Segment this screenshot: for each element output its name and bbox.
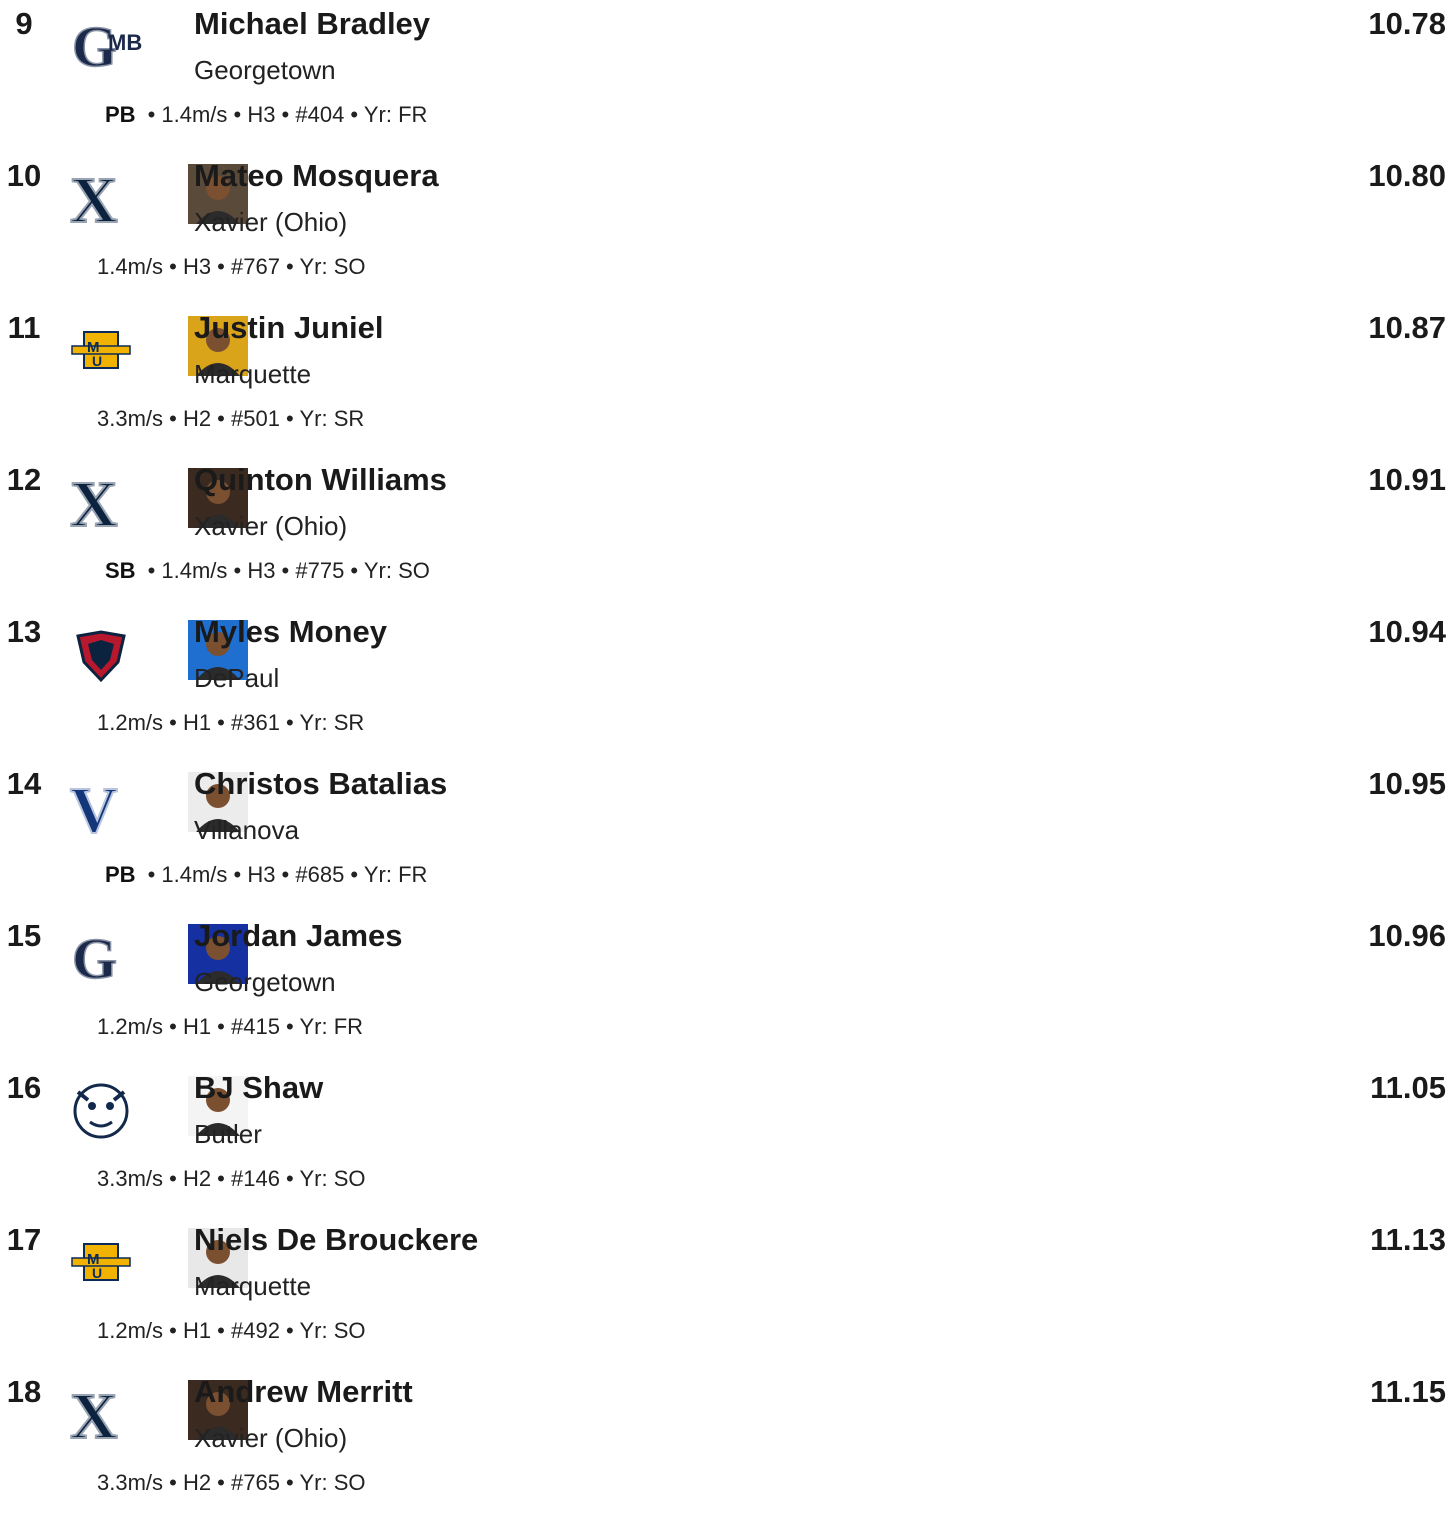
result-mark: 10.91 (1368, 462, 1446, 497)
svg-text:X: X (70, 1380, 118, 1453)
team-name[interactable]: Georgetown (194, 967, 336, 997)
result-row[interactable] (0, 1064, 1450, 1216)
record-badge: SB (105, 558, 136, 583)
result-row[interactable] (0, 760, 1450, 912)
details-text: 1.2m/s • H1 • #492 • Yr: SO (97, 1318, 366, 1343)
place-number: 9 (15, 6, 33, 41)
place-number: 17 (6, 1222, 42, 1257)
svg-text:U: U (92, 1265, 103, 1281)
place-number: 16 (6, 1070, 42, 1105)
details-text: • 1.4m/s • H3 • #775 • Yr: SO (147, 558, 430, 583)
athlete-images (70, 774, 180, 847)
team-name[interactable]: Marquette (194, 359, 312, 389)
details-text: 1.2m/s • H1 • #415 • Yr: FR (97, 1014, 364, 1039)
athlete-images (70, 318, 180, 380)
team-name[interactable]: Georgetown (194, 55, 336, 85)
team-name[interactable]: Xavier (Ohio) (194, 511, 348, 541)
result-mark: 11.05 (1370, 1070, 1446, 1105)
team-name[interactable]: Xavier (Ohio) (194, 1423, 348, 1453)
svg-text:X: X (70, 164, 118, 237)
svg-text:V: V (70, 774, 118, 847)
result-mark: 11.13 (1370, 1222, 1446, 1257)
result-details (97, 1166, 365, 1192)
result-mark: 10.96 (1368, 918, 1446, 953)
svg-text:G: G (72, 14, 118, 79)
place-number: 14 (6, 766, 42, 801)
result-row[interactable] (0, 152, 1450, 304)
svg-text:G: G (72, 926, 118, 991)
villanova-logo (70, 774, 132, 847)
svg-text:M: M (87, 1251, 100, 1268)
athlete-images (70, 1078, 180, 1140)
svg-text:M: M (87, 339, 100, 356)
depaul-logo (70, 622, 132, 684)
result-mark: 10.95 (1368, 766, 1446, 801)
result-mark: 10.94 (1368, 614, 1446, 649)
team-name[interactable]: DePaul (194, 663, 280, 693)
xavier-logo (70, 164, 132, 237)
team-name[interactable]: Marquette (194, 1271, 312, 1301)
marquette-logo (70, 1230, 132, 1292)
athlete-images (70, 14, 180, 79)
marquette-logo (70, 318, 132, 380)
result-details (97, 1318, 365, 1344)
xavier-logo (70, 468, 132, 541)
butler-logo (70, 1078, 132, 1140)
place-number: 13 (6, 614, 42, 649)
athlete-images (70, 926, 180, 991)
details-text: 3.3m/s • H2 • #501 • Yr: SR (97, 406, 365, 431)
result-details (97, 102, 427, 128)
details-text: • 1.4m/s • H3 • #685 • Yr: FR (147, 862, 428, 887)
georgetown-logo (70, 14, 143, 79)
athlete-name[interactable]: Myles Money (194, 614, 387, 649)
result-row[interactable] (0, 608, 1450, 760)
athlete-images (70, 164, 180, 237)
result-details (97, 862, 427, 888)
georgetown-logo (70, 926, 132, 991)
place-number: 12 (6, 462, 42, 497)
details-text: 1.2m/s • H1 • #361 • Yr: SR (97, 710, 365, 735)
team-name[interactable]: Xavier (Ohio) (194, 207, 348, 237)
xavier-logo (70, 1380, 132, 1453)
details-text: 1.4m/s • H3 • #767 • Yr: SO (97, 254, 366, 279)
result-mark: 11.15 (1370, 1374, 1446, 1409)
record-badge: PB (105, 862, 136, 887)
result-mark: 10.78 (1368, 6, 1446, 41)
result-details (97, 254, 365, 280)
result-mark: 10.80 (1368, 158, 1446, 193)
result-row[interactable] (0, 1216, 1450, 1368)
athlete-images (70, 622, 180, 684)
result-row[interactable] (0, 304, 1450, 456)
athlete-images (70, 1380, 180, 1453)
athlete-name[interactable]: Justin Juniel (194, 310, 384, 345)
result-row[interactable] (0, 1368, 1450, 1520)
result-details (97, 710, 364, 736)
result-details (97, 1470, 365, 1496)
svg-text:X: X (70, 468, 118, 541)
details-text: • 1.4m/s • H3 • #404 • Yr: FR (147, 102, 428, 127)
athlete-name[interactable]: Niels De Brouckere (194, 1222, 479, 1257)
result-row[interactable] (0, 456, 1450, 608)
athlete-images (70, 1230, 180, 1292)
place-number: 18 (6, 1374, 42, 1409)
athlete-name[interactable]: Andrew Merritt (194, 1374, 413, 1409)
athlete-name[interactable]: Quinton Williams (194, 462, 447, 497)
details-text: 3.3m/s • H2 • #146 • Yr: SO (97, 1166, 366, 1191)
record-badge: PB (105, 102, 136, 127)
result-row[interactable] (0, 0, 1450, 152)
team-name[interactable]: Butler (194, 1119, 262, 1149)
team-name[interactable]: Villanova (194, 815, 300, 845)
result-details (97, 1014, 363, 1040)
athlete-images (70, 468, 180, 541)
athlete-name[interactable]: Jordan James (194, 918, 403, 953)
place-number: 10 (6, 158, 42, 193)
athlete-name[interactable]: Christos Batalias (194, 766, 448, 801)
place-number: 15 (6, 918, 42, 953)
result-row[interactable] (0, 912, 1450, 1064)
svg-text:U: U (92, 353, 103, 369)
result-mark: 10.87 (1368, 310, 1446, 345)
athlete-name[interactable]: Michael Bradley (194, 6, 431, 41)
athlete-name[interactable]: Mateo Mosquera (194, 158, 439, 193)
details-text: 3.3m/s • H2 • #765 • Yr: SO (97, 1470, 366, 1495)
svg-text:MB: MB (108, 30, 143, 55)
athlete-name[interactable]: BJ Shaw (194, 1070, 324, 1105)
result-details (97, 406, 364, 432)
result-details (97, 558, 430, 584)
place-number: 11 (7, 310, 41, 345)
